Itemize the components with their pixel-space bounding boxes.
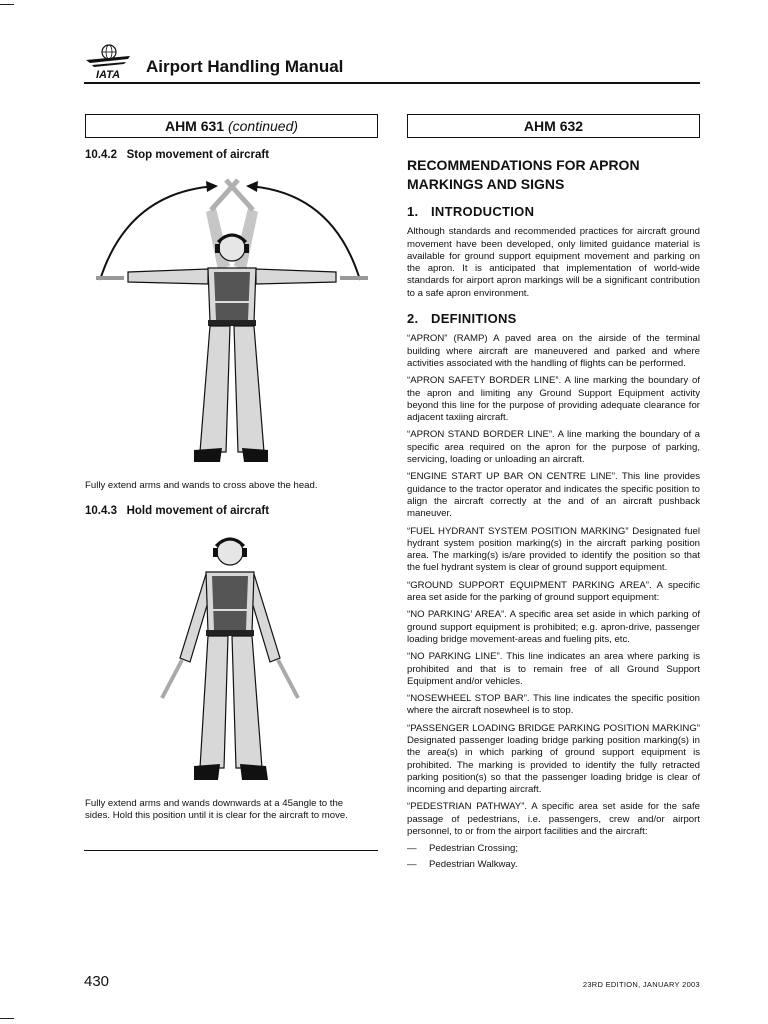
header-rule xyxy=(84,82,700,84)
crop-mark-top xyxy=(0,4,14,5)
definition-apron-safety-border-line: “APRON SAFETY BORDER LINE”. A line marking the boundary of the apron and limiting any Ground Support Equipment activity beyond this line for the purpose of providing adequate clearance for adjacent taxiing aircraft. xyxy=(407,375,700,424)
manual-title: Airport Handling Manual xyxy=(146,57,344,76)
right-section-box xyxy=(407,114,700,138)
subsection-heading-hold xyxy=(85,505,269,517)
left-column-end-rule xyxy=(84,850,378,851)
iata-logo xyxy=(82,40,134,80)
right-box-code: AHM 632 xyxy=(523,118,584,134)
definition-no-parking-line: “NO PARKING LINE”. This line indicates an area where parking is prohibited and that is to remain free of all Ground Support Equipment and/or vehicles. xyxy=(407,651,700,687)
section-title xyxy=(407,156,700,194)
list-item xyxy=(407,843,700,855)
heading-text: DEFINITIONS xyxy=(431,311,517,327)
dash-bullet: — xyxy=(407,858,417,870)
caption-stop: Fully extend arms and wands to cross above the head. xyxy=(85,480,318,491)
stop-signal-illustration xyxy=(88,172,378,472)
section-title-line1: RECOMMENDATIONS FOR APRON xyxy=(407,157,640,173)
left-box-code: AHM 631 xyxy=(164,118,225,134)
right-column-body xyxy=(407,206,700,874)
left-section-box xyxy=(85,114,378,138)
heading-definitions xyxy=(407,313,700,325)
list-item-text: Pedestrian Crossing; xyxy=(429,843,519,855)
caption-hold-line2: sides. Hold this position until it is clear for the aircraft to move. xyxy=(85,810,348,822)
logo-text: IATA xyxy=(95,69,121,80)
intro-paragraph: Although standards and recommended practices for aircraft ground movement have been developed, only limited guidance material is available for ground support equipment movement and parking on the apron. It is anticipated that implementation of world-wide standards for airport apron markings will be a significant contribution to a safe apron environment. xyxy=(407,226,700,299)
definition-apron-stand-border-line: “APRON STAND BORDER LINE”. A line marking the boundary of a specific area required on the apron for the purpose of parking, servicing, loading or unloading an aircraft. xyxy=(407,429,700,466)
definition-pedestrian-pathway: “PEDESTRIAN PATHWAY”. A specific area set aside for the safe passage of pedestrians, i.e. passengers, crew and/or airport personnel, to or from the airport facilities and the aircraft: xyxy=(407,801,700,838)
subsection-number: 10.4.2 xyxy=(85,149,117,161)
definition-fuel-hydrant-marking: “FUEL HYDRANT SYSTEM POSITION MARKING” Designated fuel hydrant system position marking(s) in the aircraft parking position area. The marking(s) is/are provided to identify the position so that the fuel hydrant system is clear of ground support equipment. xyxy=(407,525,700,574)
page-number: 430 xyxy=(84,973,110,990)
crop-mark-bottom xyxy=(0,1018,14,1019)
subsection-title: Stop movement of aircraft xyxy=(126,149,270,161)
definition-no-parking-area: “NO PARKING’ AREA”. A specific area set aside in which parking of ground support equipment is prohibited; e.g. apron-drive, passenger loading bridge movement-areas and fueling pits, etc. xyxy=(407,609,700,645)
definition-engine-start-up-bar: “ENGINE START UP BAR ON CENTRE LINE”. This line provides guidance to the tractor operator and indicates the specific position to align the aircraft correctly at the and of an aircraft pushback maneuver. xyxy=(407,471,700,520)
subsection-title: Hold movement of aircraft xyxy=(126,505,270,517)
definition-gse-parking-area: “GROUND SUPPORT EQUIPMENT PARKING AREA”. A specific area set aside for the parking of ground support equipment: xyxy=(407,579,700,604)
caption-hold-line1: Fully extend arms and wands downwards at a 45angle to the xyxy=(85,798,344,809)
subsection-heading-stop xyxy=(85,149,269,161)
definition-passenger-bridge-marking: “PASSENGER LOADING BRIDGE PARKING POSITION MARKING” Designated passenger loading bridge parking position marking(s) in the area(s) in which parking of ground support equipment is prohibited. The marking is provided to identify the fully retracted parking position(s) so that the passenger loading bridge is clear of incoming and departing aircraft. xyxy=(407,722,700,796)
hold-signal-illustration xyxy=(150,530,310,790)
list-item xyxy=(407,859,700,871)
dash-bullet: — xyxy=(407,843,417,855)
heading-number: 1. xyxy=(407,204,419,219)
list-item-text: Pedestrian Walkway. xyxy=(429,858,518,870)
edition-label: 23RD EDITION, JANUARY 2003 xyxy=(582,980,700,989)
heading-text: INTRODUCTION xyxy=(431,204,535,219)
section-title-line2: MARKINGS AND SIGNS xyxy=(407,176,565,192)
definition-nosewheel-stop-bar: “NOSEWHEEL STOP BAR”. This line indicates the specific position where the aircraft nosewheel is to stop. xyxy=(407,693,700,717)
heading-number: 2. xyxy=(407,311,419,327)
caption-hold xyxy=(85,798,348,823)
subsection-number: 10.4.3 xyxy=(85,505,117,517)
heading-introduction xyxy=(407,206,700,218)
left-box-note: (continued) xyxy=(227,118,299,134)
definition-apron: “APRON” (RAMP) A paved area on the airside of the terminal building where aircraft are maneuvered and parked and where activities associated with the handling of flights can be performed. xyxy=(407,333,700,369)
